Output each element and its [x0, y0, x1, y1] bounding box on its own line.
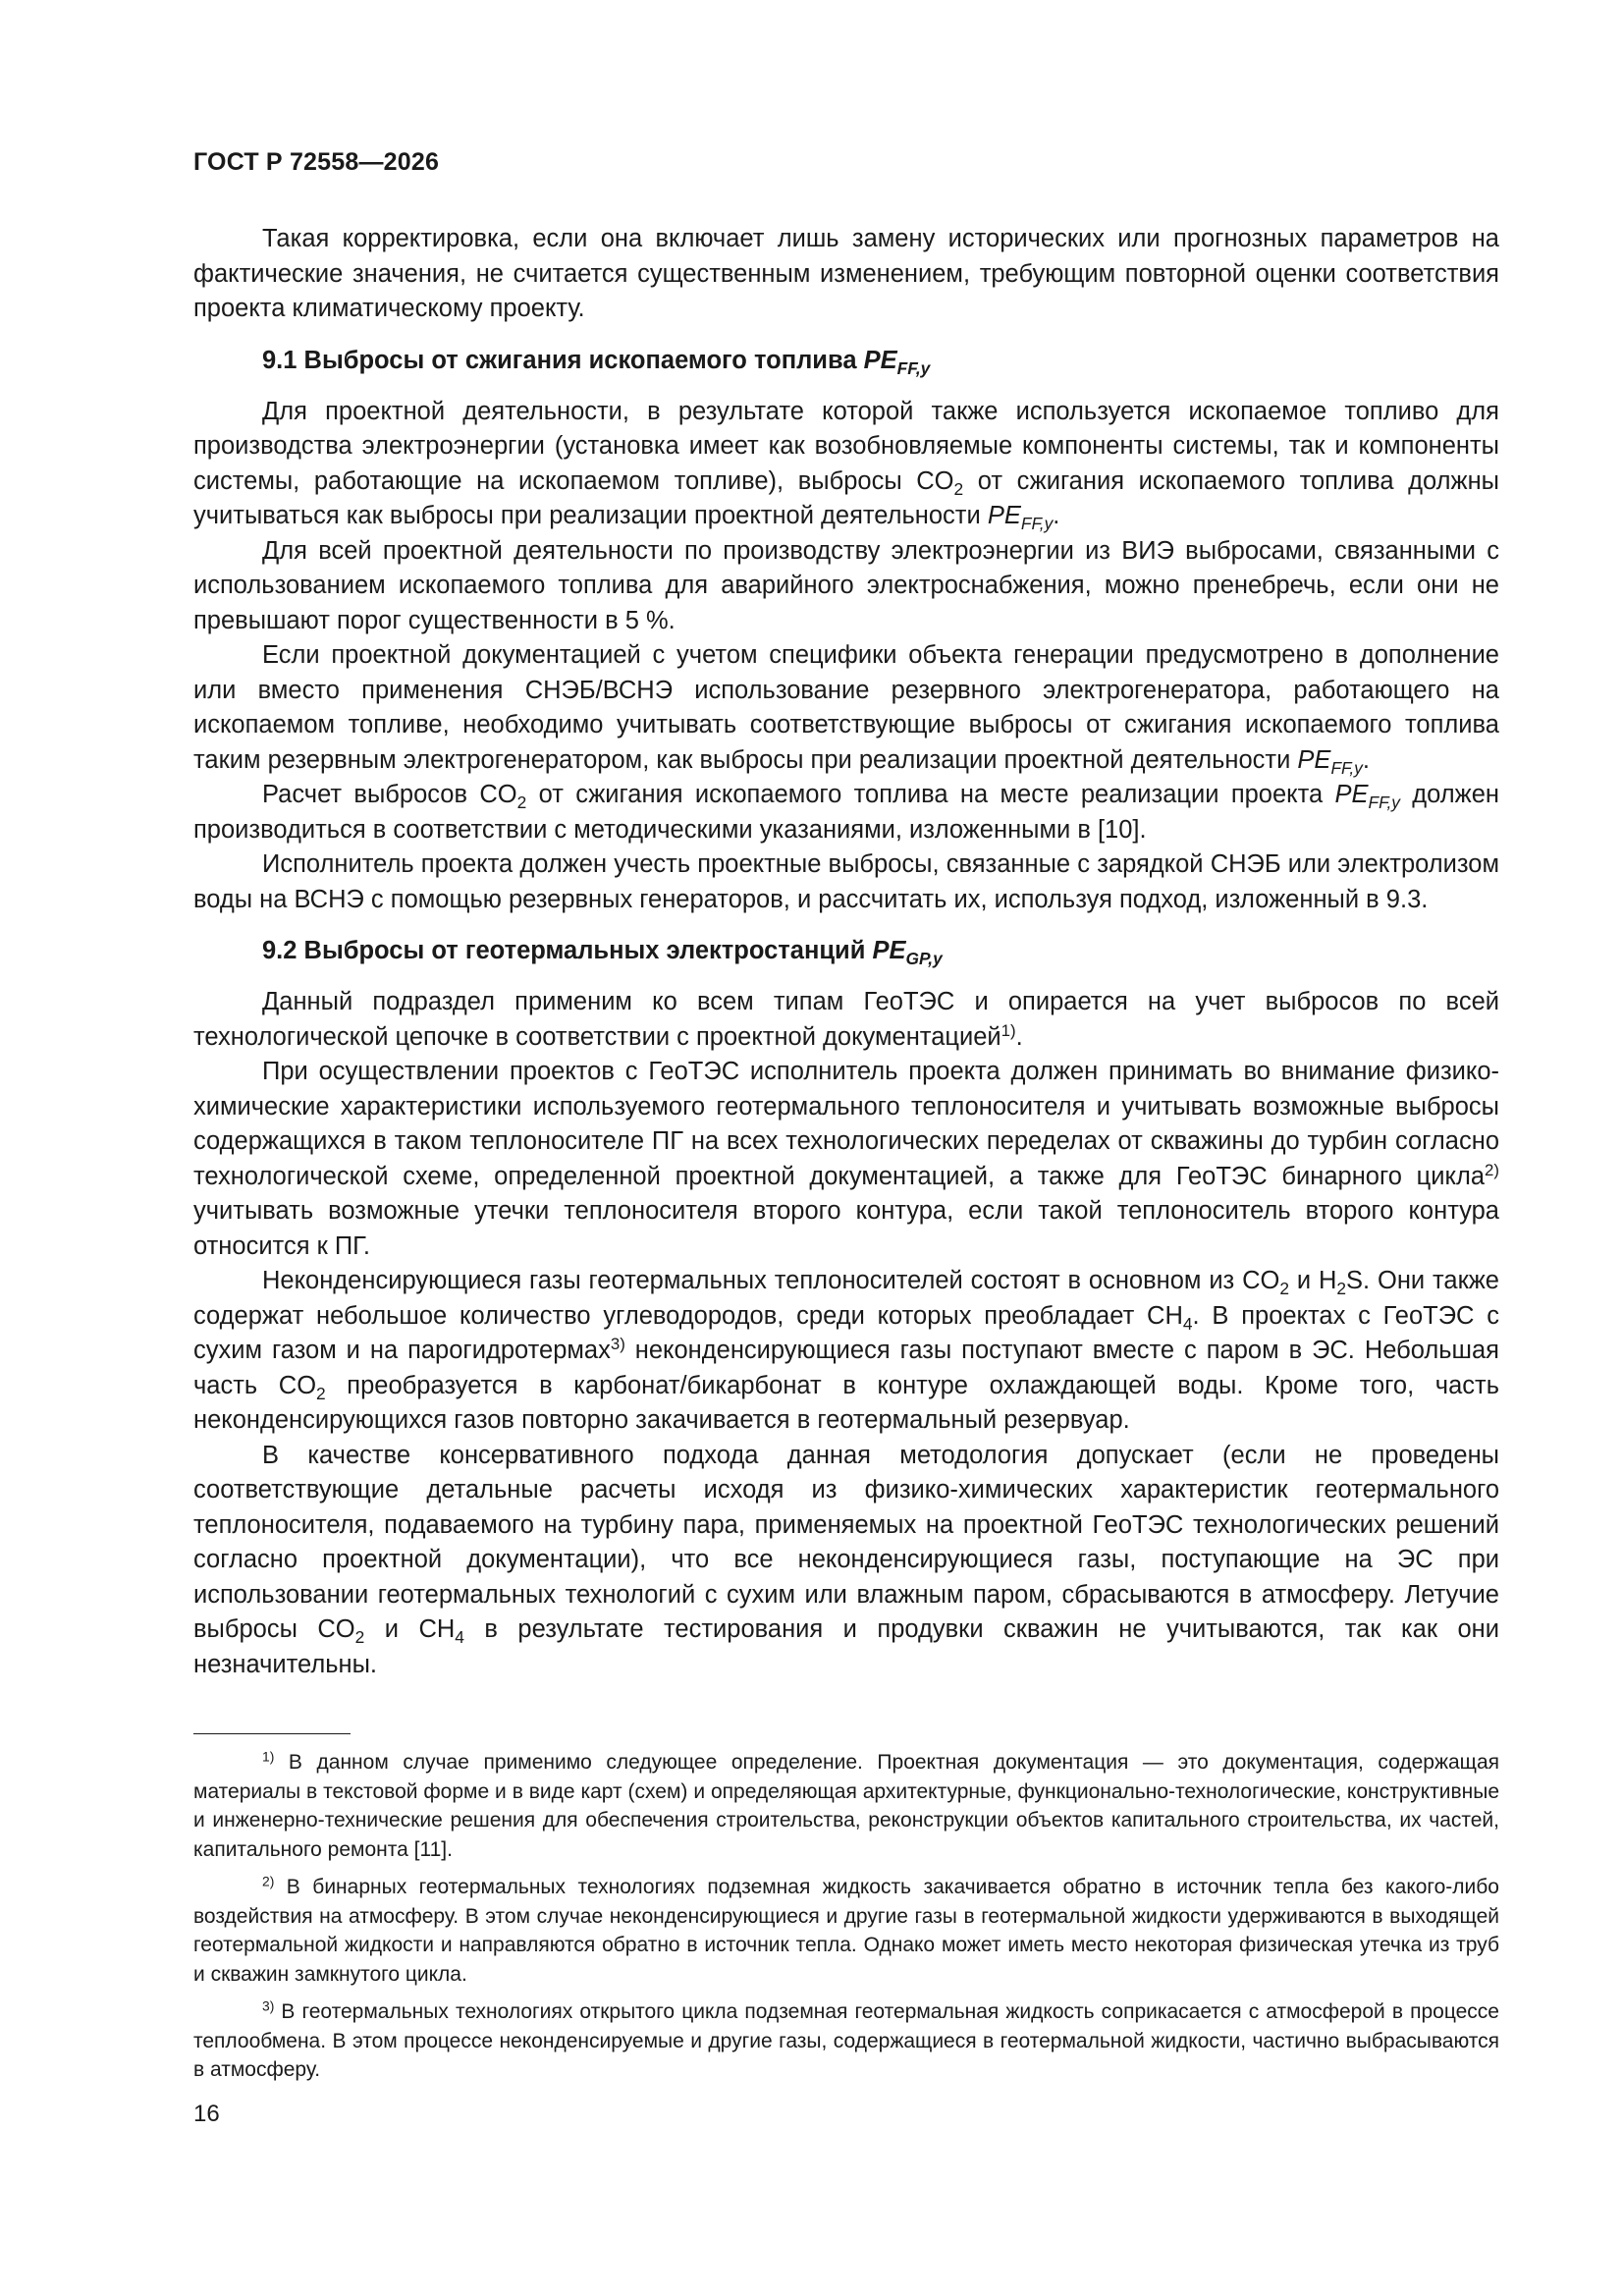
- paragraph-9-2-4: В качестве консервативного подхода данная методология допускает (если не проведены соответствующие детальные расчеты исходя из физико-химических характеристик геотермального теплоносителя, подаваемого на турбину пара, применяемых на проектной ГеоТЭС технологических решений согласно проектной документации), что все неконденсирующиеся газы, поступающие на ЭС при использовании геотермальных технологий с сухим или влажным паром, сбрасываются в атмосферу. Летучие выбросы $CO_2$ и $CH_4$ в результате тестирования и продувки скважин не учитываются, так как они незначительны.: [193, 1441, 1499, 1678]
- formula-pe-gp-y: $PE_{GP,y}$: [872, 937, 943, 969]
- paragraph-9-2-3: Неконденсирующиеся газы геотермальных теплоносителей состоят в основном из $CO_2$ и $H_2S$. Они также содержат небольшое количество углеводородов, среди которых преобладает $CH_4$. В проектах с ГеоТЭС с сухим газом и на парогидротермах$^{3)}$ неконденсирующиеся газы поступают вместе с паром в ЭС. Небольшая часть $CO_2$ преобразуется в карбонат/бикарбонат в контуре охлаждающей воды. Кроме того, часть неконденсирующихся газов повторно закачивается в геотермальный резервуар.: [193, 1267, 1499, 1434]
- paragraph-9-1-5: Исполнитель проекта должен учесть проектные выбросы, связанные с зарядкой СНЭБ или электролизом воды на ВСНЭ с помощью резервных генераторов, и рассчитать их, используя подход, изложенный в 9.3.: [193, 850, 1499, 913]
- section-9-2-heading: 9.2 Выбросы от геотермальных электростанций $PE_{GP,y}$: [262, 937, 943, 969]
- paragraph-9-2-1: Данный подраздел применим ко всем типам ГеоТЭС и опирается на учет выбросов по всей технологической цепочке в соответствии с проектной документацией$^{1)}$.: [193, 988, 1499, 1051]
- formula-pe-ff-y: $PE_{FF,y}$: [987, 502, 1054, 534]
- document-body: [193, 222, 1499, 1682]
- formula-ch4: $CH_4$: [418, 1615, 464, 1648]
- formula-co2: $CO_2$: [1242, 1267, 1290, 1299]
- footnote-ref-2[interactable]: 2): [1485, 1160, 1499, 1179]
- footnote-separator: [193, 1733, 351, 1734]
- paragraph-9-1-4: Расчет выбросов $CO_2$ от сжигания ископаемого топлива на месте реализации проекта $PE_{FF,y}$ должен производиться в соответствии с методическими указаниями, изложенными в [10].: [193, 781, 1499, 844]
- page-number: 16: [193, 2101, 220, 2127]
- paragraph-9-1-2: Для всей проектной деятельности по производству электроэнергии из ВИЭ выбросами, связанными с использованием ископаемого топлива для аварийного электроснабжения, можно пренебречь, если они не превышают порог существенности в 5 %.: [193, 536, 1499, 634]
- formula-ch4: $CH_4$: [1147, 1301, 1193, 1334]
- formula-co2: $CO_2$: [278, 1371, 326, 1403]
- formula-pe-ff-y: $PE_{FF,y}$: [863, 346, 931, 378]
- paragraph-9-2-2: При осуществлении проектов с ГеоТЭС исполнитель проекта должен принимать во внимание физико-химические характеристики используемого геотермального теплоносителя и учитывать возможные выбросы содержащихся в таком теплоносителе ПГ на всех технологических переделах от скважины до турбин согласно технологической схеме, определенной проектной документацией, а также для ГеоТЭС бинарного цикла$^{2)}$ учитывать возможные утечки теплоносителя второго контура, если такой теплоноситель второго контура относится к ПГ.: [193, 1058, 1499, 1260]
- formula-pe-ff-y: $PE_{FF,y}$: [1297, 745, 1363, 778]
- paragraph-9-1-1: Для проектной деятельности, в результате которой также используется ископаемое топливо для производства электроэнергии (установка имеет как возобновляемые компоненты системы, так и компоненты системы, работающие на ископаемом топливе), выбросы $CO_2$ от сжигания ископаемого топлива должны учитываться как выбросы при реализации проектной деятельности $PE_{FF,y}$.: [193, 397, 1499, 534]
- formula-co2: $CO_2$: [317, 1615, 365, 1648]
- footnotes: [193, 1748, 1499, 2085]
- formula-co2: $CO_2$: [916, 466, 964, 499]
- formula-h2s: $H_2$: [1318, 1267, 1347, 1299]
- footnote-ref-1[interactable]: 1): [1001, 1020, 1016, 1040]
- section-9-1-heading: 9.1 Выбросы от сжигания ископаемого топлива $PE_{FF,y}$: [262, 346, 931, 378]
- footnote-mark-2: 2): [262, 1873, 275, 1889]
- footnote-ref-3[interactable]: 3): [610, 1334, 625, 1353]
- formula-pe-ff-y: $PE_{FF,y}$: [1334, 781, 1400, 813]
- footnote-3: $^{3)}$ В геотермальных технологиях открытого цикла подземная геотермальная жидкость соприкасается с атмосферой в процессе теплообмена. В этом процессе неконденсируемые и другие газы, содержащиеся в геотермальной жидкости, частично выбрасываются в атмосферу.: [193, 1997, 1499, 2081]
- footnote-1: $^{1)}$ В данном случае применимо следующее определение. Проектная документация — это документация, содержащая материалы в текстовой форме и в виде карт (схем) и определяющая архитектурные, функционально-технологические, конструктивные и инженерно-технические решения для обеспечения строительства, реконструкции объектов капитального строительства, их частей, капитального ремонта [11].: [193, 1748, 1499, 1861]
- document-header: ГОСТ Р 72558—2026: [193, 148, 440, 176]
- footnote-mark-1: 1): [262, 1748, 275, 1765]
- footnote-2: $^{2)}$ В бинарных геотермальных технологиях подземная жидкость закачивается обратно в источник тепла без какого-либо воздействия на атмосферу. В этом случае неконденсирующиеся и другие газы в геотермальной жидкости удерживаются в выходящей геотермальной жидкости и направляются обратно в источник тепла. Однако может иметь место некоторая физическая утечка из труб и скважин замкнутого цикла.: [193, 1873, 1499, 1986]
- paragraph-9-1-3: Если проектной документацией с учетом специфики объекта генерации предусмотрено в дополнение или вместо применения СНЭБ/ВСНЭ использование резервного электрогенератора, работающего на ископаемом топливе, необходимо учитывать соответствующие выбросы от сжигания ископаемого топлива таким резервным электрогенератором, как выбросы при реализации проектной деятельности $PE_{FF,y}$.: [193, 641, 1499, 778]
- formula-co2: $CO_2$: [479, 781, 527, 813]
- footnote-mark-3: 3): [262, 1997, 275, 2014]
- paragraph-intro: Такая корректировка, если она включает лишь замену исторических или прогнозных параметров на фактические значения, не считается существенным изменением, требующим повторной оценки соответствия проекта климатическому проекту.: [193, 225, 1499, 322]
